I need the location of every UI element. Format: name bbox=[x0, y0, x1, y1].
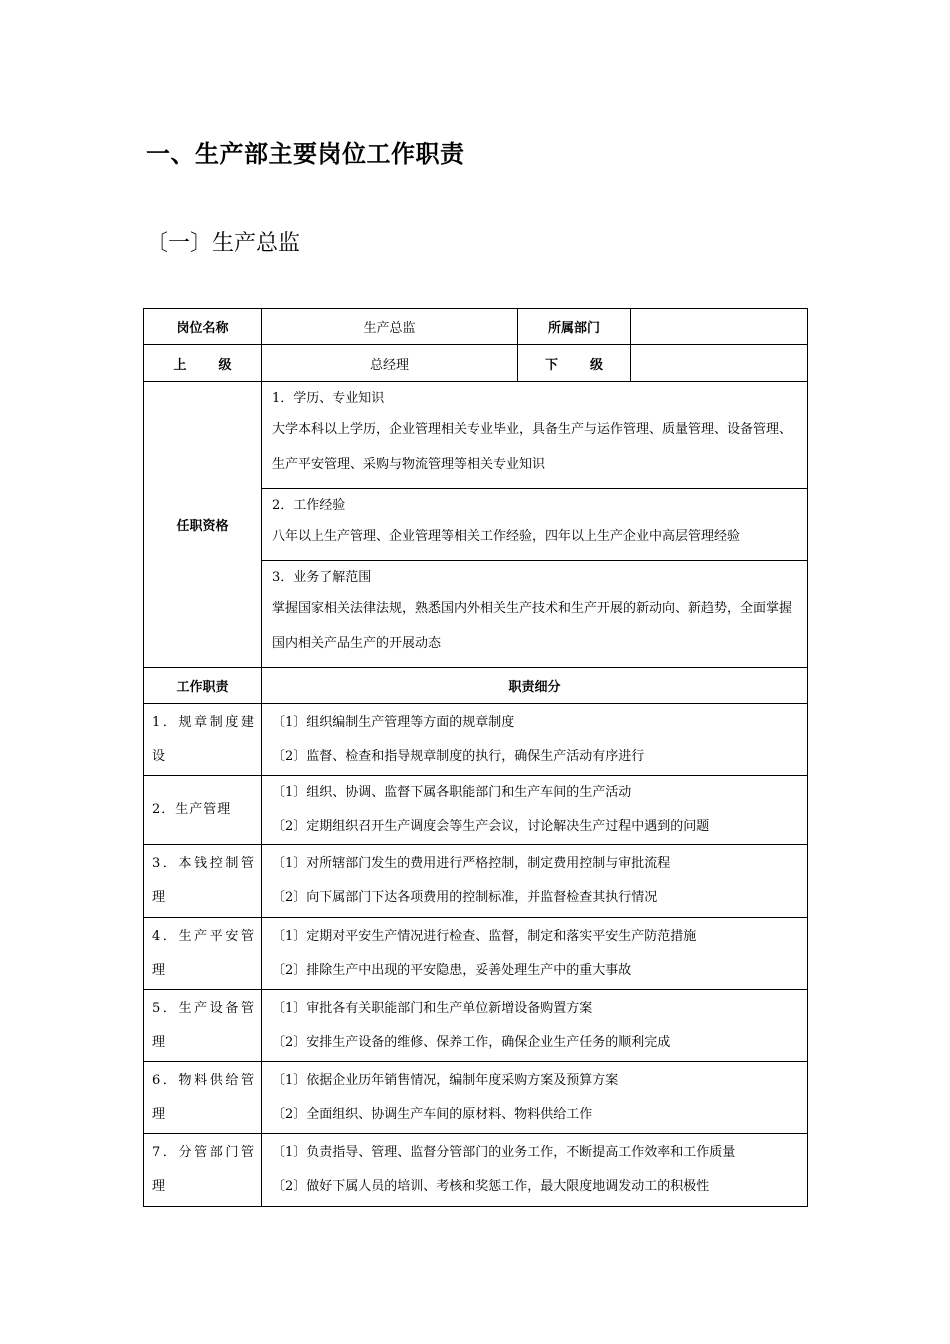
superior-value: 总经理 bbox=[262, 345, 518, 382]
table-header-row bbox=[144, 668, 808, 704]
duty-details bbox=[262, 918, 808, 990]
table-row bbox=[144, 309, 808, 345]
duty-details bbox=[262, 1062, 808, 1134]
duty-item: 〔1〕负责指导、管理、监督分管部门的业务工作，不断提高工作效率和工作质量 bbox=[272, 1145, 736, 1160]
qualification-text: 大学本科以上学历，企业管理相关专业毕业，具备生产与运作管理、质量管理、设备管理、生产平安管理、采购与物流管理等相关专业知识 bbox=[272, 422, 793, 472]
qualification-item bbox=[262, 561, 808, 668]
table-row bbox=[144, 776, 808, 845]
duty-item: 〔2〕监督、检查和指导规章制度的执行，确保生产活动有序进行 bbox=[272, 748, 645, 764]
duty-item: 〔2〕做好下属人员的培训、考核和奖惩工作，最大限度地调发动工的积极性 bbox=[272, 1179, 710, 1194]
qualification-item bbox=[262, 382, 808, 489]
detail-header: 职责细分 bbox=[262, 668, 808, 704]
table-row bbox=[144, 704, 808, 776]
duty-item: 〔1〕定期对平安生产情况进行检查、监督，制定和落实平安生产防范措施 bbox=[272, 928, 697, 944]
table-row bbox=[144, 1134, 808, 1207]
duty-details bbox=[262, 704, 808, 776]
superior-label: 上 级 bbox=[144, 345, 262, 382]
duty-item: 〔2〕排除生产中出现的平安隐患，妥善处理生产中的重大事故 bbox=[272, 962, 632, 978]
duty-item: 〔1〕组织、协调、监督下属各职能部门和生产车间的生产活动 bbox=[272, 785, 632, 800]
qualification-title: 3．业务了解范围 bbox=[272, 570, 372, 585]
qualification-title: 2．工作经验 bbox=[272, 498, 346, 513]
duty-item: 〔1〕对所辖部门发生的费用进行严格控制，制定费用控制与审批流程 bbox=[272, 856, 671, 871]
duty-name: 7．分管部门管理 bbox=[144, 1134, 262, 1207]
duty-item: 〔1〕审批各有关职能部门和生产单位新增设备购置方案 bbox=[272, 1000, 593, 1016]
duty-name: 6．物料供给管理 bbox=[144, 1062, 262, 1134]
department-label: 所属部门 bbox=[518, 309, 631, 345]
qualification-text: 八年以上生产管理、企业管理等相关工作经验，四年以上生产企业中高层管理经验 bbox=[272, 529, 741, 544]
table-row bbox=[144, 990, 808, 1062]
duty-details bbox=[262, 776, 808, 845]
duty-item: 〔2〕向下属部门下达各项费用的控制标准，并监督检查其执行情况 bbox=[272, 890, 658, 905]
table-row bbox=[144, 845, 808, 918]
qualification-text: 掌握国家相关法律法规，熟悉国内外相关生产技术和生产开展的新动向、新趋势，全面掌握国内相关产品生产的开展动态 bbox=[272, 601, 793, 651]
duty-item: 〔1〕组织编制生产管理等方面的规章制度 bbox=[272, 714, 515, 730]
table-row bbox=[144, 1062, 808, 1134]
duty-details bbox=[262, 990, 808, 1062]
duty-item: 〔2〕定期组织召开生产调度会等生产会议，讨论解决生产过程中遇到的问题 bbox=[272, 819, 710, 834]
duty-name: 2．生产管理 bbox=[144, 776, 262, 845]
section-heading: 一、生产部主要岗位工作职责 bbox=[146, 140, 465, 168]
duty-item: 〔2〕安排生产设备的维修、保养工作，确保企业生产任务的顺利完成 bbox=[272, 1034, 671, 1050]
duty-details bbox=[262, 1134, 808, 1207]
duty-name: 3．本钱控制管理 bbox=[144, 845, 262, 918]
job-description-table bbox=[143, 308, 808, 1207]
qualification-label: 任职资格 bbox=[144, 382, 262, 668]
subordinate-label: 下 级 bbox=[518, 345, 631, 382]
qualification-title: 1．学历、专业知识 bbox=[272, 391, 385, 406]
duty-item: 〔1〕依据企业历年销售情况，编制年度采购方案及预算方案 bbox=[272, 1072, 619, 1088]
duty-name: 4．生产平安管理 bbox=[144, 918, 262, 990]
subordinate-value bbox=[631, 345, 808, 382]
duty-header: 工作职责 bbox=[144, 668, 262, 704]
position-name-label: 岗位名称 bbox=[144, 309, 262, 345]
table-row bbox=[144, 918, 808, 990]
table-row bbox=[144, 382, 808, 489]
duty-item: 〔2〕全面组织、协调生产车间的原材料、物料供给工作 bbox=[272, 1106, 593, 1122]
table-row bbox=[144, 345, 808, 382]
department-value bbox=[631, 309, 808, 345]
position-name-value: 生产总监 bbox=[262, 309, 518, 345]
duty-details bbox=[262, 845, 808, 918]
subsection-heading: 〔一〕生产总监 bbox=[146, 231, 301, 256]
duty-name: 1．规章制度建设 bbox=[144, 704, 262, 776]
duty-name: 5．生产设备管理 bbox=[144, 990, 262, 1062]
qualification-item bbox=[262, 489, 808, 561]
